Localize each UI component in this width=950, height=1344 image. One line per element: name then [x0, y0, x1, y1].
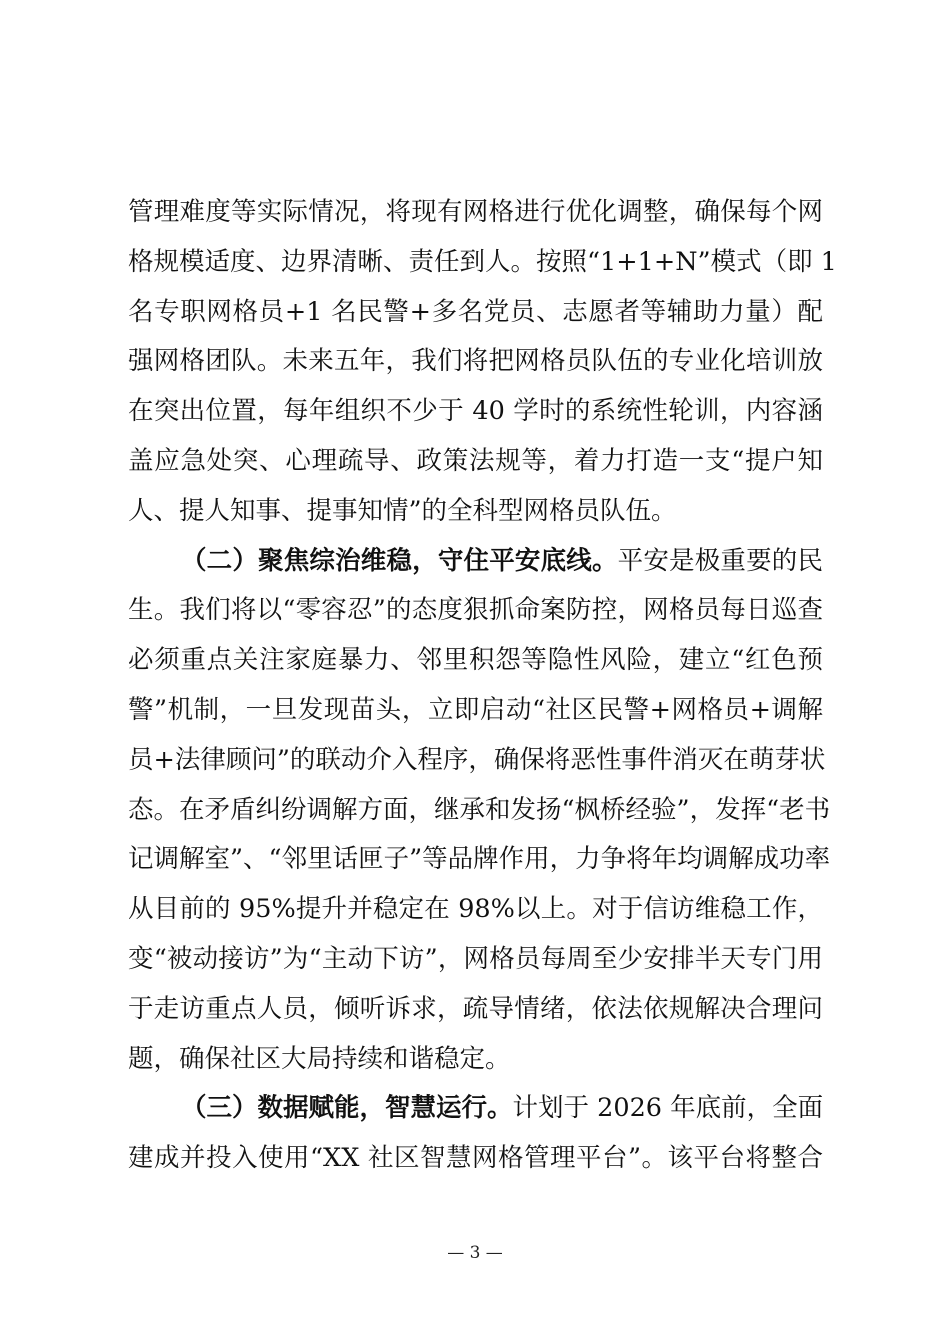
section-heading: （三）数据赋能，智慧运行。: [181, 1093, 513, 1124]
text-line: 变“被动接访”为“主动下访”，网格员每周至少安排半天专门用: [128, 943, 823, 974]
text-line: 管理难度等实际情况，将现有网格进行优化调整，确保每个网: [128, 197, 823, 227]
paragraph-2: [128, 537, 831, 1085]
text-line: 强网格团队。未来五年，我们将把网格员队伍的专业化培训放: [128, 346, 823, 377]
text-span: 平安是极重要的民: [617, 545, 823, 576]
body-text: [128, 188, 837, 1184]
text-line: 盖应急处突、心理疏导、政策法规等，着力打造一支“提户知: [128, 445, 823, 476]
section-heading: （二）聚焦综治维稳，守住平安底线。: [181, 545, 618, 576]
text-line: 记调解室”、“邻里话匣子”等品牌作用，力争将年均调解成功率: [128, 844, 831, 875]
paragraph-1: [128, 188, 837, 537]
text-line: 人、提人知事、提事知情”的全科型网格员队伍。: [128, 495, 677, 526]
text-line: 格规模适度、边界清晰、责任到人。按照“1+1+N”模式（即 1: [128, 246, 837, 277]
text-line: 生。我们将以“零容忍”的态度狠抓命案防控，网格员每日巡查: [128, 595, 823, 626]
text-line: [128, 1084, 823, 1134]
text-line: [128, 537, 823, 587]
paragraph-3: [128, 1084, 823, 1184]
text-line: 员+法律顾问”的联动介入程序，确保将恶性事件消灭在萌芽状: [128, 744, 826, 775]
text-span: 计划于 2026 年底前，全面: [512, 1093, 824, 1124]
text-line: 从目前的 95%提升并稳定在 98%以上。对于信访维稳工作，: [128, 894, 823, 925]
text-line: 必须重点关注家庭暴力、邻里积怨等隐性风险，建立“红色预: [128, 645, 823, 676]
text-line: 于走访重点人员，倾听诉求，疏导情绪，依法依规解决合理问: [128, 993, 823, 1024]
text-line: 警”机制，一旦发现苗头，立即启动“社区民警+网格员+调解: [128, 694, 823, 725]
text-line: 题，确保社区大局持续和谐稳定。: [128, 1043, 511, 1074]
text-line: 在突出位置，每年组织不少于 40 学时的系统性轮训，内容涵: [128, 396, 823, 427]
text-line: 名专职网格员+1 名民警+多名党员、志愿者等辅助力量）配: [128, 296, 823, 327]
text-line: 建成并投入使用“XX 社区智慧网格管理平台”。该平台将整合: [128, 1143, 823, 1174]
text-line: 态。在矛盾纠纷调解方面，继承和发扬“枫桥经验”，发挥“老书: [128, 794, 831, 825]
page-number: — 3 —: [447, 1243, 503, 1263]
